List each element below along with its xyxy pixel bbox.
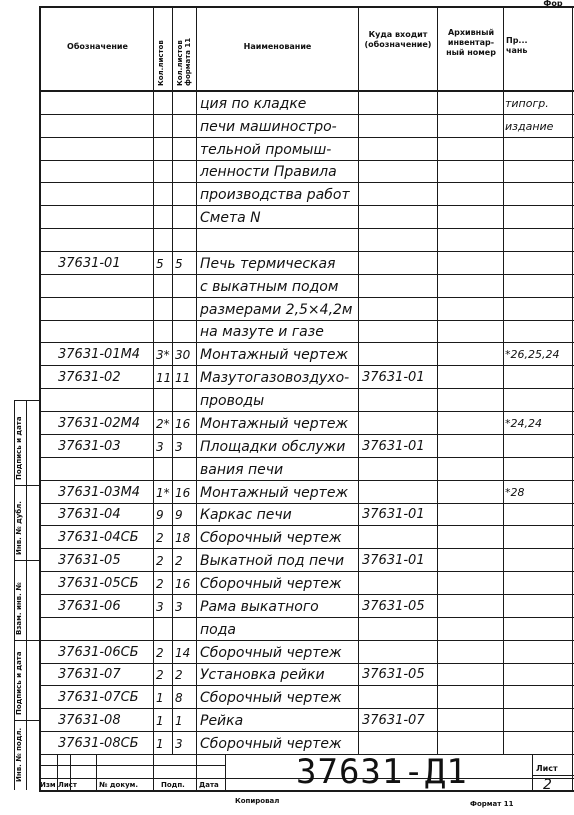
row-sheets: 2 (156, 577, 164, 591)
row-name: Площадки обслужи (200, 439, 346, 455)
row-where-used: 37631-07 (362, 713, 425, 728)
document-code: 37631-Д1 (296, 752, 468, 792)
col-designation-header: Обозначение (67, 42, 128, 51)
row-name: проводы (200, 393, 265, 409)
row-name: печи машиностро- (200, 119, 337, 135)
row-designation: 37631-06 (58, 599, 121, 614)
row-name: Печь термическая (200, 256, 336, 272)
row-name: на мазуте и газе (200, 324, 324, 340)
row-name: Рейка (200, 713, 244, 729)
row-designation: 37631-03М4 (58, 485, 141, 500)
row-designation: 37631-03 (58, 439, 121, 454)
row-designation: 37631-01М4 (58, 347, 141, 362)
row-designation: 37631-07СБ (58, 690, 139, 705)
row-note: *24,24 (505, 417, 542, 430)
row-where-used: 37631-05 (362, 667, 425, 682)
row-name: Сборочный чертеж (200, 690, 342, 706)
row-sheets11: 16 (175, 486, 191, 500)
corner-label: Фор (543, 0, 563, 8)
row-where-used: 37631-01 (362, 370, 425, 385)
row-name: размерами 2,5×4,2м (200, 302, 353, 318)
row-name: ленности Правила (200, 164, 337, 180)
side-label-orig-inv: Инв. № подл. (15, 727, 23, 782)
row-designation: 37631-04СБ (58, 530, 139, 545)
row-where-used: 37631-01 (362, 439, 425, 454)
col-archive-header: Архивный инвентар-ный номер (446, 28, 496, 57)
row-sheets: 1 (156, 737, 164, 751)
row-sheets11: 16 (175, 577, 191, 591)
row-name: Каркас печи (200, 507, 292, 523)
row-where-used: 37631-01 (362, 507, 425, 522)
row-sheets11: 16 (175, 417, 191, 431)
row-sheets11: 9 (175, 508, 183, 522)
row-name: Рама выкатного (200, 599, 319, 615)
row-sheets: 2 (156, 554, 164, 568)
row-name: Смета N (200, 210, 261, 226)
side-label-dup-inv: Инв. № дубл. (15, 501, 23, 555)
footer-format: Формат 11 (470, 800, 514, 808)
row-name: производства работ (200, 187, 350, 203)
row-sheets11: 3 (175, 737, 183, 751)
col-sheets11-header: Кол.листов формата 11 (176, 37, 192, 86)
col-sheets-header: Кол.листов (157, 40, 165, 86)
row-name: Монтажный чертеж (200, 416, 349, 432)
row-sheets11: 14 (175, 646, 191, 660)
row-sheets: 1 (156, 714, 164, 728)
tb-sheet-label: Лист (536, 764, 558, 773)
row-sheets11: 2 (175, 668, 183, 682)
row-where-used: 37631-05 (362, 599, 425, 614)
row-sheets11: 3 (175, 600, 183, 614)
col-name-header: Наименование (243, 42, 312, 51)
row-sheets: 2 (156, 668, 164, 682)
row-sheets: 2 (156, 646, 164, 660)
row-note: *28 (505, 486, 525, 499)
row-sheets11: 18 (175, 531, 191, 545)
row-designation: 37631-06СБ (58, 645, 139, 660)
row-designation: 37631-05 (58, 553, 121, 568)
row-designation: 37631-04 (58, 507, 121, 522)
row-name: Сборочный чертеж (200, 530, 342, 546)
row-where-used: 37631-01 (362, 553, 425, 568)
row-sheets: 1 (156, 691, 164, 705)
row-name: Установка рейки (200, 667, 325, 683)
row-name: пода (200, 622, 236, 638)
row-sheets: 9 (156, 508, 164, 522)
row-name: вания печи (200, 462, 284, 478)
row-sheets: 3 (156, 600, 164, 614)
row-name: Мазутогазовоздухо- (200, 370, 350, 386)
row-designation: 37631-08 (58, 713, 121, 728)
row-note: издание (505, 120, 554, 133)
row-note: *26,25,24 (505, 348, 560, 361)
tb-date: Дата (199, 781, 219, 789)
row-name: тельной промыш- (200, 142, 332, 158)
row-sheets: 3* (156, 348, 170, 362)
row-sheets11: 1 (175, 714, 183, 728)
tb-sheet-no: 2 (543, 777, 552, 793)
row-sheets: 3 (156, 440, 164, 454)
col-where-header: Куда входит (обозначение) (364, 30, 432, 49)
row-designation: 37631-02 (58, 370, 121, 385)
row-designation: 37631-07 (58, 667, 121, 682)
row-sheets11: 3 (175, 440, 183, 454)
row-name: Сборочный чертеж (200, 736, 342, 752)
row-sheets11: 2 (175, 554, 183, 568)
row-sheets11: 5 (175, 257, 183, 271)
row-sheets11: 30 (175, 348, 191, 362)
row-note: типогр. (505, 97, 549, 110)
side-label-replace-inv: Взам. инв. № (15, 582, 23, 635)
row-designation: 37631-02М4 (58, 416, 141, 431)
tb-list: Лист (58, 781, 77, 789)
row-name: с выкатным подом (200, 279, 339, 295)
row-name: Выкатной под печи (200, 553, 345, 569)
side-label-sign-date-2: Подпись и дата (15, 651, 23, 715)
row-designation: 37631-05СБ (58, 576, 139, 591)
tb-izm: Изм (40, 781, 56, 789)
row-designation: 37631-08СБ (58, 736, 139, 751)
tb-doc-no: № докум. (99, 781, 139, 789)
row-sheets: 5 (156, 257, 164, 271)
row-name: Сборочный чертеж (200, 576, 342, 592)
row-sheets11: 11 (175, 371, 191, 385)
row-sheets: 2 (156, 531, 164, 545)
row-sheets: 11 (156, 371, 172, 385)
tb-sign: Подп. (161, 781, 185, 789)
row-name: Сборочный чертеж (200, 645, 342, 661)
row-sheets: 2* (156, 417, 170, 431)
side-label-sign-date-1: Подпись и дата (15, 416, 23, 480)
footer-copied: Копировал (235, 797, 280, 805)
row-name: Монтажный чертеж (200, 347, 349, 363)
row-name: Монтажный чертеж (200, 485, 349, 501)
row-sheets: 1* (156, 486, 170, 500)
row-designation: 37631-01 (58, 256, 121, 271)
row-sheets11: 8 (175, 691, 183, 705)
col-note-header: Пр... чань (506, 36, 528, 55)
row-name: ция по кладке (200, 96, 307, 112)
